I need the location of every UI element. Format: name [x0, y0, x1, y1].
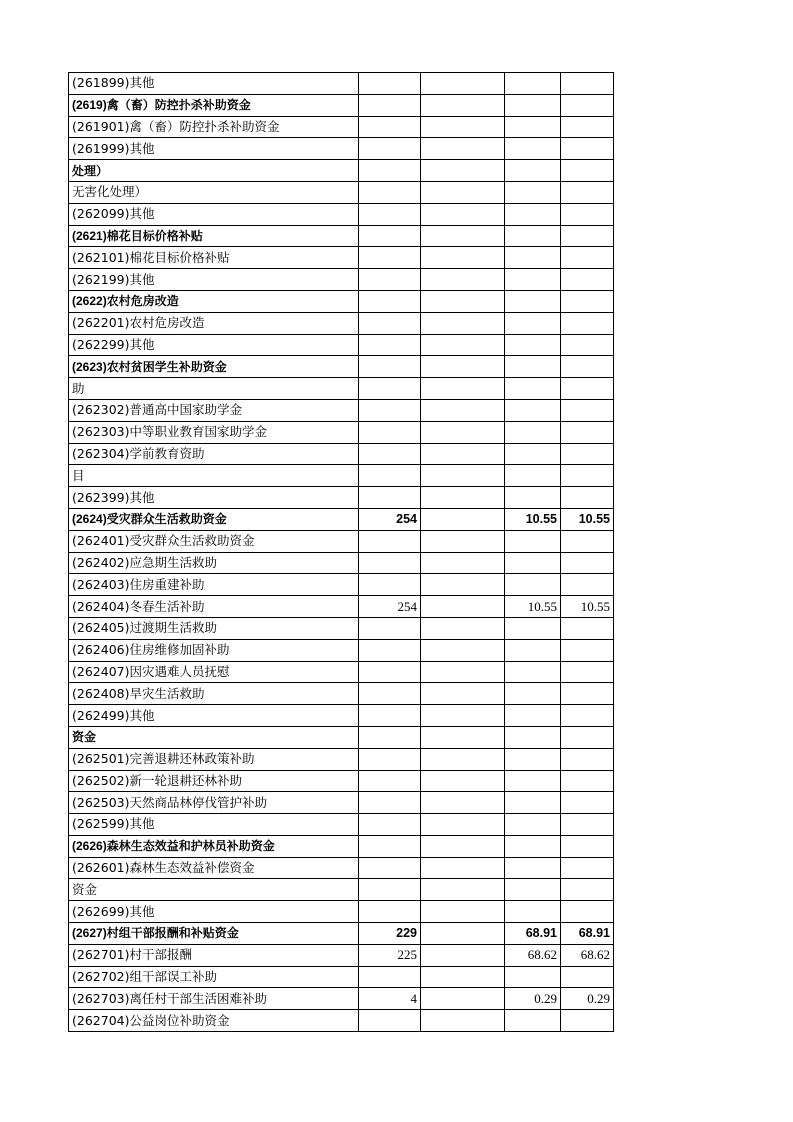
value-cell-4	[561, 225, 614, 247]
item-name-cell: (262702)组干部误工补助	[69, 966, 359, 988]
value-cell-3	[505, 399, 561, 421]
value-cell-4	[561, 203, 614, 225]
value-cell-2	[421, 290, 505, 312]
table-row	[69, 901, 614, 923]
value-cell-4	[561, 399, 614, 421]
value-cell-1	[359, 203, 421, 225]
value-cell-2	[421, 378, 505, 400]
value-cell-3	[505, 879, 561, 901]
item-name-cell: (262501)完善退耕还林政策补助	[69, 748, 359, 770]
value-cell-4	[561, 552, 614, 574]
table-row	[69, 792, 614, 814]
item-name-cell: 无害化处理）	[69, 181, 359, 203]
value-cell-4	[561, 181, 614, 203]
table-row	[69, 639, 614, 661]
table-row	[69, 73, 614, 95]
item-name-cell: 目	[69, 465, 359, 487]
value-cell-4	[561, 465, 614, 487]
item-name-cell: (262399)其他	[69, 487, 359, 509]
table-row	[69, 966, 614, 988]
table-row	[69, 399, 614, 421]
value-cell-2	[421, 138, 505, 160]
value-cell-4	[561, 269, 614, 291]
value-cell-2	[421, 312, 505, 334]
value-cell-1	[359, 705, 421, 727]
table-row	[69, 770, 614, 792]
value-cell-1	[359, 116, 421, 138]
value-cell-1	[359, 334, 421, 356]
value-cell-3	[505, 530, 561, 552]
value-cell-3	[505, 966, 561, 988]
value-cell-2	[421, 683, 505, 705]
item-name-cell: (261999)其他	[69, 138, 359, 160]
value-cell-4	[561, 160, 614, 182]
value-cell-2	[421, 901, 505, 923]
value-cell-3	[505, 225, 561, 247]
item-name-cell: (262704)公益岗位补助资金	[69, 1010, 359, 1032]
item-name-cell: 资金	[69, 726, 359, 748]
value-cell-1: 254	[359, 508, 421, 530]
value-cell-1	[359, 247, 421, 269]
item-name-cell: (262499)其他	[69, 705, 359, 727]
table-row	[69, 312, 614, 334]
value-cell-4	[561, 726, 614, 748]
item-name-cell: (262408)旱灾生活救助	[69, 683, 359, 705]
table-row	[69, 661, 614, 683]
value-cell-4	[561, 857, 614, 879]
value-cell-1	[359, 835, 421, 857]
value-cell-4	[561, 792, 614, 814]
value-cell-2	[421, 923, 505, 945]
value-cell-2	[421, 944, 505, 966]
item-name-cell: 资金	[69, 879, 359, 901]
item-name-cell: (262304)学前教育资助	[69, 443, 359, 465]
item-name-cell: 助	[69, 378, 359, 400]
value-cell-2	[421, 487, 505, 509]
value-cell-4	[561, 73, 614, 95]
value-cell-2	[421, 530, 505, 552]
value-cell-3	[505, 705, 561, 727]
value-cell-2	[421, 203, 505, 225]
value-cell-4	[561, 312, 614, 334]
item-name-cell: (262101)棉花目标价格补贴	[69, 247, 359, 269]
value-cell-4	[561, 334, 614, 356]
value-cell-3	[505, 487, 561, 509]
value-cell-2	[421, 552, 505, 574]
value-cell-1	[359, 814, 421, 836]
value-cell-3	[505, 312, 561, 334]
value-cell-1	[359, 792, 421, 814]
value-cell-3	[505, 1010, 561, 1032]
value-cell-4: 10.55	[561, 596, 614, 618]
table-row	[69, 269, 614, 291]
value-cell-2	[421, 814, 505, 836]
value-cell-1	[359, 617, 421, 639]
value-cell-1	[359, 160, 421, 182]
value-cell-2	[421, 726, 505, 748]
value-cell-2	[421, 334, 505, 356]
value-cell-1: 225	[359, 944, 421, 966]
value-cell-2	[421, 160, 505, 182]
value-cell-3: 68.62	[505, 944, 561, 966]
table-row	[69, 879, 614, 901]
value-cell-3	[505, 116, 561, 138]
value-cell-2	[421, 835, 505, 857]
table-row	[69, 552, 614, 574]
value-cell-2	[421, 705, 505, 727]
value-cell-2	[421, 574, 505, 596]
value-cell-2	[421, 508, 505, 530]
value-cell-3	[505, 247, 561, 269]
item-name-cell: (262703)离任村干部生活困难补助	[69, 988, 359, 1010]
value-cell-1	[359, 1010, 421, 1032]
value-cell-1	[359, 530, 421, 552]
value-cell-2	[421, 94, 505, 116]
value-cell-4	[561, 116, 614, 138]
value-cell-3	[505, 181, 561, 203]
item-name-cell: (262402)应急期生活救助	[69, 552, 359, 574]
table-row	[69, 378, 614, 400]
value-cell-2	[421, 225, 505, 247]
item-name-cell: (261899)其他	[69, 73, 359, 95]
item-name-cell: (262099)其他	[69, 203, 359, 225]
category-row	[69, 94, 614, 116]
value-cell-2	[421, 966, 505, 988]
value-cell-3	[505, 814, 561, 836]
table-row	[69, 465, 614, 487]
value-cell-3	[505, 617, 561, 639]
value-cell-1	[359, 225, 421, 247]
value-cell-1	[359, 181, 421, 203]
table-row	[69, 138, 614, 160]
value-cell-1	[359, 857, 421, 879]
value-cell-1	[359, 269, 421, 291]
value-cell-1	[359, 399, 421, 421]
table-row	[69, 334, 614, 356]
value-cell-1	[359, 138, 421, 160]
value-cell-4	[561, 705, 614, 727]
value-cell-1	[359, 73, 421, 95]
category-row	[69, 923, 614, 945]
item-name-cell: (262302)普通高中国家助学金	[69, 399, 359, 421]
item-name-cell: (262699)其他	[69, 901, 359, 923]
table-row	[69, 530, 614, 552]
table-row	[69, 748, 614, 770]
category-row	[69, 160, 614, 182]
value-cell-3	[505, 269, 561, 291]
value-cell-3: 10.55	[505, 596, 561, 618]
value-cell-4	[561, 530, 614, 552]
value-cell-4	[561, 770, 614, 792]
value-cell-2	[421, 116, 505, 138]
value-cell-4	[561, 378, 614, 400]
value-cell-2	[421, 617, 505, 639]
table-row	[69, 487, 614, 509]
item-name-cell: (262403)住房重建补助	[69, 574, 359, 596]
value-cell-2	[421, 748, 505, 770]
value-cell-2	[421, 988, 505, 1010]
value-cell-1	[359, 378, 421, 400]
category-row	[69, 508, 614, 530]
value-cell-4	[561, 814, 614, 836]
value-cell-1	[359, 639, 421, 661]
value-cell-2	[421, 465, 505, 487]
value-cell-2	[421, 356, 505, 378]
item-name-cell: (2622)农村危房改造	[69, 290, 359, 312]
table-row	[69, 857, 614, 879]
value-cell-3	[505, 792, 561, 814]
item-name-cell: (262701)村干部报酬	[69, 944, 359, 966]
item-name-cell: (262401)受灾群众生活救助资金	[69, 530, 359, 552]
value-cell-4	[561, 661, 614, 683]
table-row	[69, 596, 614, 618]
item-name-cell: (2619)禽（畜）防控扑杀补助资金	[69, 94, 359, 116]
value-cell-1: 229	[359, 923, 421, 945]
table-row	[69, 247, 614, 269]
value-cell-2	[421, 181, 505, 203]
value-cell-3	[505, 835, 561, 857]
item-name-cell: (262406)住房维修加固补助	[69, 639, 359, 661]
value-cell-2	[421, 857, 505, 879]
table-row	[69, 814, 614, 836]
table-row	[69, 181, 614, 203]
value-cell-2	[421, 399, 505, 421]
item-name-cell: (262199)其他	[69, 269, 359, 291]
item-name-cell: (262299)其他	[69, 334, 359, 356]
value-cell-2	[421, 792, 505, 814]
value-cell-2	[421, 661, 505, 683]
value-cell-3	[505, 356, 561, 378]
item-name-cell: (262405)过渡期生活救助	[69, 617, 359, 639]
value-cell-1: 254	[359, 596, 421, 618]
value-cell-3	[505, 73, 561, 95]
value-cell-1	[359, 901, 421, 923]
value-cell-3	[505, 160, 561, 182]
value-cell-2	[421, 770, 505, 792]
value-cell-3	[505, 465, 561, 487]
value-cell-1	[359, 574, 421, 596]
value-cell-3	[505, 574, 561, 596]
item-name-cell: (262599)其他	[69, 814, 359, 836]
value-cell-2	[421, 421, 505, 443]
item-name-cell: (262502)新一轮退耕还林补助	[69, 770, 359, 792]
value-cell-3	[505, 138, 561, 160]
value-cell-3	[505, 378, 561, 400]
value-cell-1	[359, 94, 421, 116]
value-cell-1	[359, 443, 421, 465]
table-row	[69, 683, 614, 705]
value-cell-2	[421, 596, 505, 618]
value-cell-4	[561, 247, 614, 269]
item-name-cell: (2624)受灾群众生活救助资金	[69, 508, 359, 530]
value-cell-3	[505, 857, 561, 879]
value-cell-2	[421, 269, 505, 291]
value-cell-4	[561, 639, 614, 661]
value-cell-4: 68.62	[561, 944, 614, 966]
value-cell-4	[561, 748, 614, 770]
value-cell-1	[359, 770, 421, 792]
value-cell-1	[359, 421, 421, 443]
value-cell-3: 10.55	[505, 508, 561, 530]
table-row	[69, 617, 614, 639]
item-name-cell: (262303)中等职业教育国家助学金	[69, 421, 359, 443]
value-cell-4	[561, 879, 614, 901]
item-name-cell: (262407)因灾遇难人员抚慰	[69, 661, 359, 683]
value-cell-3	[505, 552, 561, 574]
value-cell-4	[561, 966, 614, 988]
value-cell-4	[561, 290, 614, 312]
item-name-cell: (262601)森林生态效益补偿资金	[69, 857, 359, 879]
value-cell-3	[505, 443, 561, 465]
value-cell-1	[359, 726, 421, 748]
value-cell-4	[561, 421, 614, 443]
value-cell-4: 10.55	[561, 508, 614, 530]
item-name-cell: (2627)村组干部报酬和补贴资金	[69, 923, 359, 945]
value-cell-1	[359, 966, 421, 988]
value-cell-1	[359, 356, 421, 378]
value-cell-1	[359, 312, 421, 334]
value-cell-3: 0.29	[505, 988, 561, 1010]
value-cell-4	[561, 94, 614, 116]
item-name-cell: (262503)天然商品林停伐管护补助	[69, 792, 359, 814]
item-name-cell: (2623)农村贫困学生补助资金	[69, 356, 359, 378]
table-row	[69, 574, 614, 596]
category-row	[69, 290, 614, 312]
value-cell-4	[561, 683, 614, 705]
value-cell-4	[561, 443, 614, 465]
value-cell-3	[505, 726, 561, 748]
value-cell-2	[421, 73, 505, 95]
category-row	[69, 225, 614, 247]
value-cell-1	[359, 487, 421, 509]
value-cell-3	[505, 334, 561, 356]
item-name-cell: (2626)森林生态效益和护林员补助资金	[69, 835, 359, 857]
table-row	[69, 705, 614, 727]
value-cell-3	[505, 683, 561, 705]
value-cell-3	[505, 421, 561, 443]
value-cell-4	[561, 835, 614, 857]
value-cell-1	[359, 290, 421, 312]
value-cell-3	[505, 901, 561, 923]
value-cell-4	[561, 574, 614, 596]
value-cell-4	[561, 487, 614, 509]
value-cell-1	[359, 661, 421, 683]
value-cell-3	[505, 639, 561, 661]
table-row	[69, 203, 614, 225]
value-cell-2	[421, 639, 505, 661]
table-row	[69, 116, 614, 138]
table-row	[69, 944, 614, 966]
value-cell-1	[359, 683, 421, 705]
value-cell-3: 68.91	[505, 923, 561, 945]
value-cell-2	[421, 443, 505, 465]
item-name-cell: (261901)禽（畜）防控扑杀补助资金	[69, 116, 359, 138]
value-cell-3	[505, 203, 561, 225]
value-cell-4	[561, 901, 614, 923]
value-cell-4: 68.91	[561, 923, 614, 945]
value-cell-3	[505, 748, 561, 770]
value-cell-2	[421, 247, 505, 269]
value-cell-1	[359, 465, 421, 487]
value-cell-1	[359, 748, 421, 770]
category-row	[69, 356, 614, 378]
value-cell-3	[505, 94, 561, 116]
value-cell-4	[561, 617, 614, 639]
category-row	[69, 835, 614, 857]
value-cell-4	[561, 356, 614, 378]
item-name-cell: (2621)棉花目标价格补贴	[69, 225, 359, 247]
value-cell-4	[561, 1010, 614, 1032]
value-cell-1	[359, 552, 421, 574]
item-name-cell: (262404)冬春生活补助	[69, 596, 359, 618]
table-row	[69, 1010, 614, 1032]
value-cell-3	[505, 661, 561, 683]
category-row	[69, 726, 614, 748]
table-row	[69, 421, 614, 443]
table-body	[69, 73, 614, 1032]
item-name-cell: 处理）	[69, 160, 359, 182]
value-cell-1: 4	[359, 988, 421, 1010]
value-cell-4	[561, 138, 614, 160]
value-cell-4: 0.29	[561, 988, 614, 1010]
table-row	[69, 443, 614, 465]
value-cell-2	[421, 879, 505, 901]
value-cell-2	[421, 1010, 505, 1032]
table-row	[69, 988, 614, 1010]
value-cell-3	[505, 290, 561, 312]
item-name-cell: (262201)农村危房改造	[69, 312, 359, 334]
value-cell-1	[359, 879, 421, 901]
budget-table	[68, 72, 614, 1032]
value-cell-3	[505, 770, 561, 792]
